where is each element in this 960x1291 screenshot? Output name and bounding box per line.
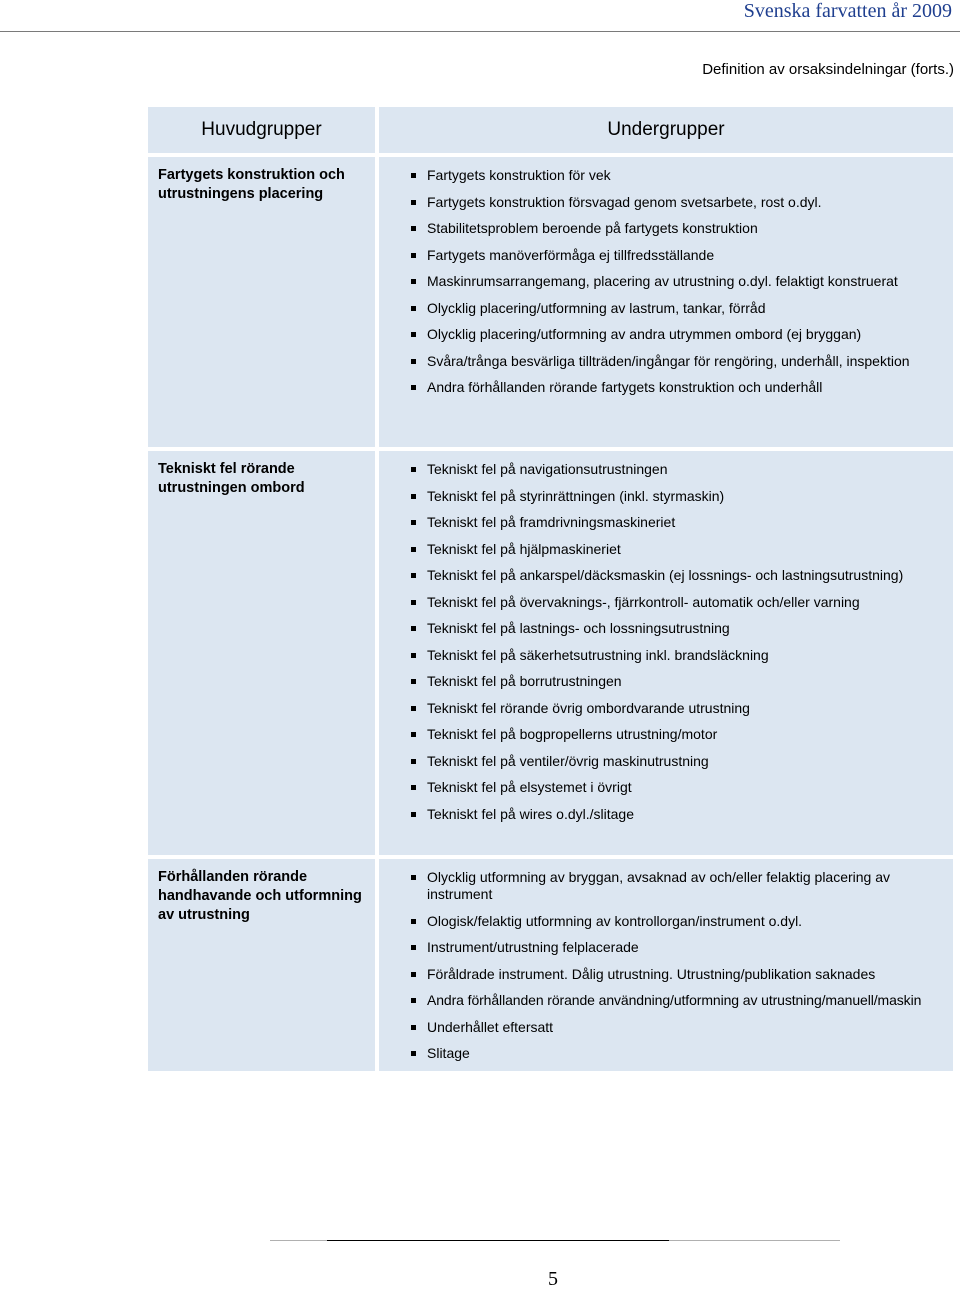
list-item: Instrument/utrustning felplacerade [409,939,941,966]
bullet-icon [411,812,416,817]
bullet-icon [411,332,416,337]
column-header-huvudgrupper: Huvudgrupper [148,107,375,153]
list-item: Tekniskt fel på wires o.dyl./slitage [409,806,941,833]
list-item: Svåra/trånga besvärliga tillträden/ingångar för rengöring, underhåll, inspektion [409,353,941,380]
subgroup-cell [379,859,953,1071]
subgroup-list [379,859,953,1072]
list-item: Slitage [409,1045,941,1072]
bullet-icon [411,785,416,790]
list-item: Olycklig placering/utformning av andra utrymmen ombord (ej bryggan) [409,326,941,353]
list-item: Tekniskt fel på bogpropellerns utrustning/motor [409,726,941,753]
list-item: Ologisk/felaktig utformning av kontrollorgan/instrument o.dyl. [409,913,941,940]
bullet-icon [411,253,416,258]
bullet-icon [411,945,416,950]
list-item: Andra förhållanden rörande fartygets konstruktion och underhåll [409,379,941,406]
header-divider [0,31,960,32]
list-item: Tekniskt fel på hjälpmaskineriet [409,541,941,568]
subgroup-list [379,451,953,832]
list-item: Maskinrumsarrangemang, placering av utrustning o.dyl. felaktigt konstruerat [409,273,941,300]
group-title: Fartygets konstruktion och utrustningens placering [158,167,345,202]
bullet-icon [411,919,416,924]
list-item: Fartygets manöverförmåga ej tillfredsställande [409,247,941,274]
bullet-icon [411,547,416,552]
list-item: Stabilitetsproblem beroende på fartygets konstruktion [409,220,941,247]
group-cell [148,451,375,855]
group-title: Tekniskt fel rörande utrustningen ombord [158,461,305,496]
bullet-icon [411,279,416,284]
subgroup-cell [379,157,953,447]
list-item: Föråldrade instrument. Dålig utrustning. Utrustning/publikation saknades [409,966,941,993]
bullet-icon [411,306,416,311]
bullet-icon [411,706,416,711]
bullet-icon [411,679,416,684]
bullet-icon [411,467,416,472]
list-item: Olycklig placering/utformning av lastrum, tankar, förråd [409,300,941,327]
bullet-icon [411,200,416,205]
list-item: Tekniskt fel på ankarspel/däcksmaskin (ej lossnings- och lastningsutrustning) [409,567,941,594]
list-item: Tekniskt fel på elsystemet i övrigt [409,779,941,806]
list-item: Underhållet eftersatt [409,1019,941,1046]
footer-divider [270,1240,840,1241]
bullet-icon [411,385,416,390]
bullet-icon [411,759,416,764]
list-item: Fartygets konstruktion försvagad genom svetsarbete, rost o.dyl. [409,194,941,221]
list-item: Olycklig utformning av bryggan, avsaknad av och/eller felaktig placering av instrument [409,869,941,913]
group-cell [148,157,375,447]
document-header-title: Svenska farvatten år 2009 [743,0,952,22]
bullet-icon [411,173,416,178]
list-item: Tekniskt fel på lastnings- och lossningsutrustning [409,620,941,647]
bullet-icon [411,875,416,880]
group-cell [148,859,375,1071]
page-number: 5 [548,1268,558,1290]
bullet-icon [411,1051,416,1056]
subgroup-cell [379,451,953,855]
subgroup-list [379,157,953,406]
list-item: Fartygets konstruktion för vek [409,167,941,194]
list-item: Tekniskt fel på övervaknings-, fjärrkontroll- automatik och/eller varning [409,594,941,621]
bullet-icon [411,972,416,977]
list-item: Tekniskt fel på styrinrättningen (inkl. styrmaskin) [409,488,941,515]
bullet-icon [411,732,416,737]
group-title: Förhållanden rörande handhavande och utformning av utrustning [158,869,362,923]
bullet-icon [411,626,416,631]
bullet-icon [411,600,416,605]
list-item: Tekniskt fel rörande övrig ombordvarande utrustning [409,700,941,727]
bullet-icon [411,573,416,578]
bullet-icon [411,653,416,658]
bullet-icon [411,1025,416,1030]
column-header-undergrupper: Undergrupper [379,107,953,153]
bullet-icon [411,359,416,364]
bullet-icon [411,494,416,499]
list-item: Tekniskt fel på navigationsutrustningen [409,461,941,488]
list-item: Tekniskt fel på framdrivningsmaskineriet [409,514,941,541]
bullet-icon [411,520,416,525]
list-item: Tekniskt fel på ventiler/övrig maskinutrustning [409,753,941,780]
list-item: Tekniskt fel på säkerhetsutrustning inkl. brandsläckning [409,647,941,674]
bullet-icon [411,998,416,1003]
list-item: Tekniskt fel på borrutrustningen [409,673,941,700]
list-item: Andra förhållanden rörande användning/utformning av utrustning/manuell/maskin [409,992,941,1019]
bullet-icon [411,226,416,231]
section-subtitle: Definition av orsaksindelningar (forts.) [702,61,954,78]
